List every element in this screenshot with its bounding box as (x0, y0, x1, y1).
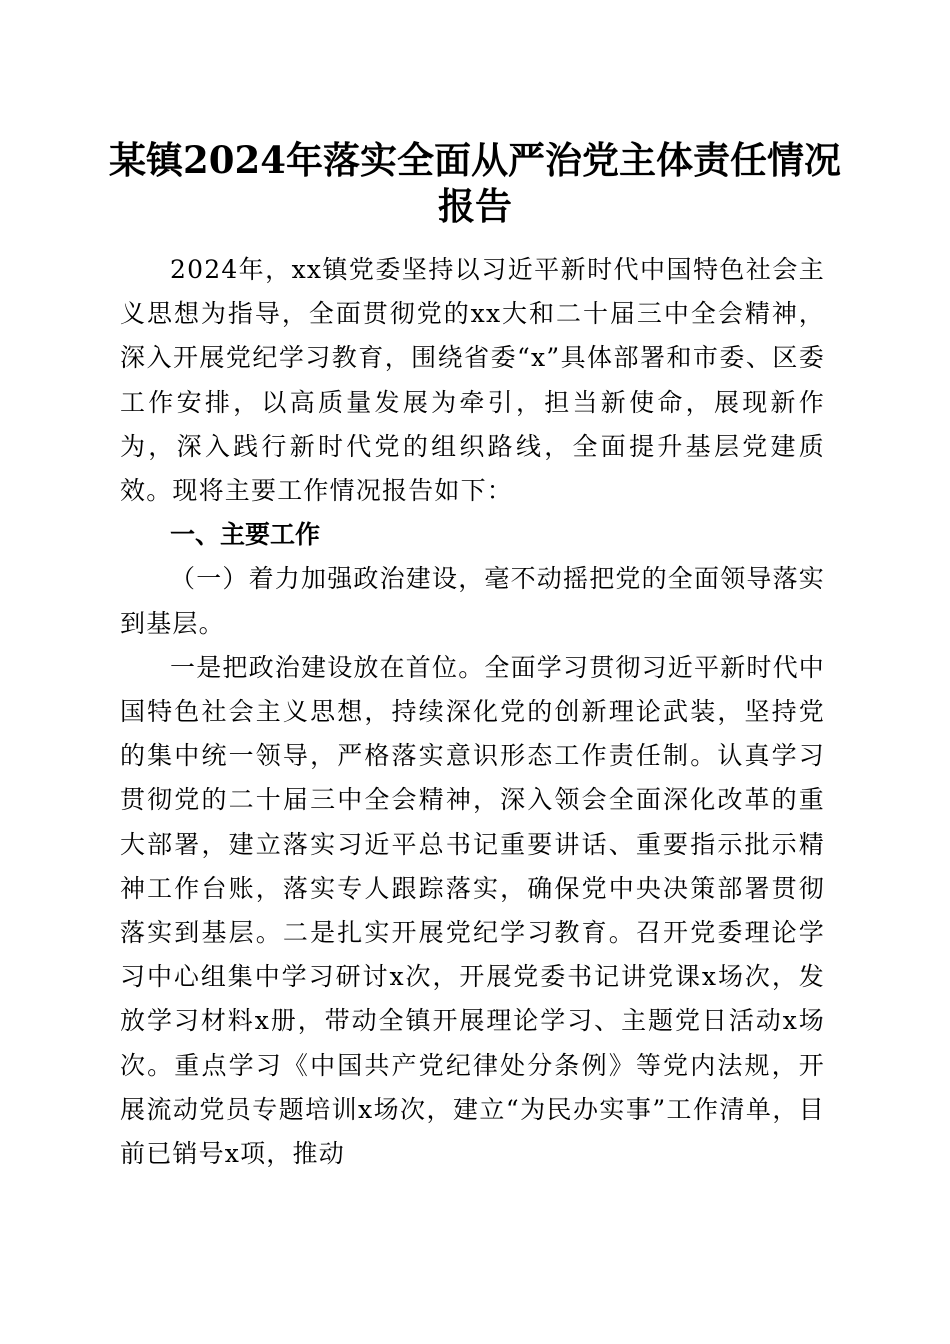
section-heading-main-work: 一、主要工作 (170, 520, 321, 550)
paragraph-political-building (120, 646, 825, 1176)
paragraph-text: 全面学习贯彻习近平新时代中国特色社会主义思想，持续深化党的创新理论武装，坚持党的集中统一领导，严格落实意识形态工作责任制。认真学习贯彻党的二十届三中全会精神，深入领会全面深化改革的重大部署，建立落实习近平总书记重要讲话、重要指示批示精神工作台账，落实专人跟踪落实，确保党中央决策部署贯彻落实到基层。二是扎实开展党纪学习教育。召开党委理论学习中心组集中学习研讨x次，开展党委书记讲党课x场次，发放学习材料x册，带动全镇开展理论学习、主题党日活动x场次。重点学习《中国共产党纪律处分条例》等党内法规，开展流动党员专题培训x场次，建立“为民办实事”工作清单，目前已销号x项，推动 (120, 652, 826, 1169)
subsection-heading-political-building: （一）着力加强政治建设，毫不动摇把党的全面领导落实到基层。 (120, 564, 826, 638)
intro-paragraph: 2024年，xx镇党委坚持以习近平新时代中国特色社会主义思想为指导，全面贯彻党的xx大和二十届三中全会精神，深入开展党纪学习教育，围绕省委“x”具体部署和市委、区委工作安排，以高质量发展为牵引，担当新使命，展现新作为，深入践行新时代党的组织路线，全面提升基层党建质效。现将主要工作情况报告如下： (120, 255, 825, 506)
paragraph-lead: 一是把政治建设放在首位。 (170, 652, 485, 682)
document-body (120, 248, 825, 1176)
document-title (100, 137, 850, 229)
title-line-2: 报告 (438, 184, 512, 228)
title-line-1: 某镇2024年落实全面从严治党主体责任情况 (109, 138, 841, 182)
